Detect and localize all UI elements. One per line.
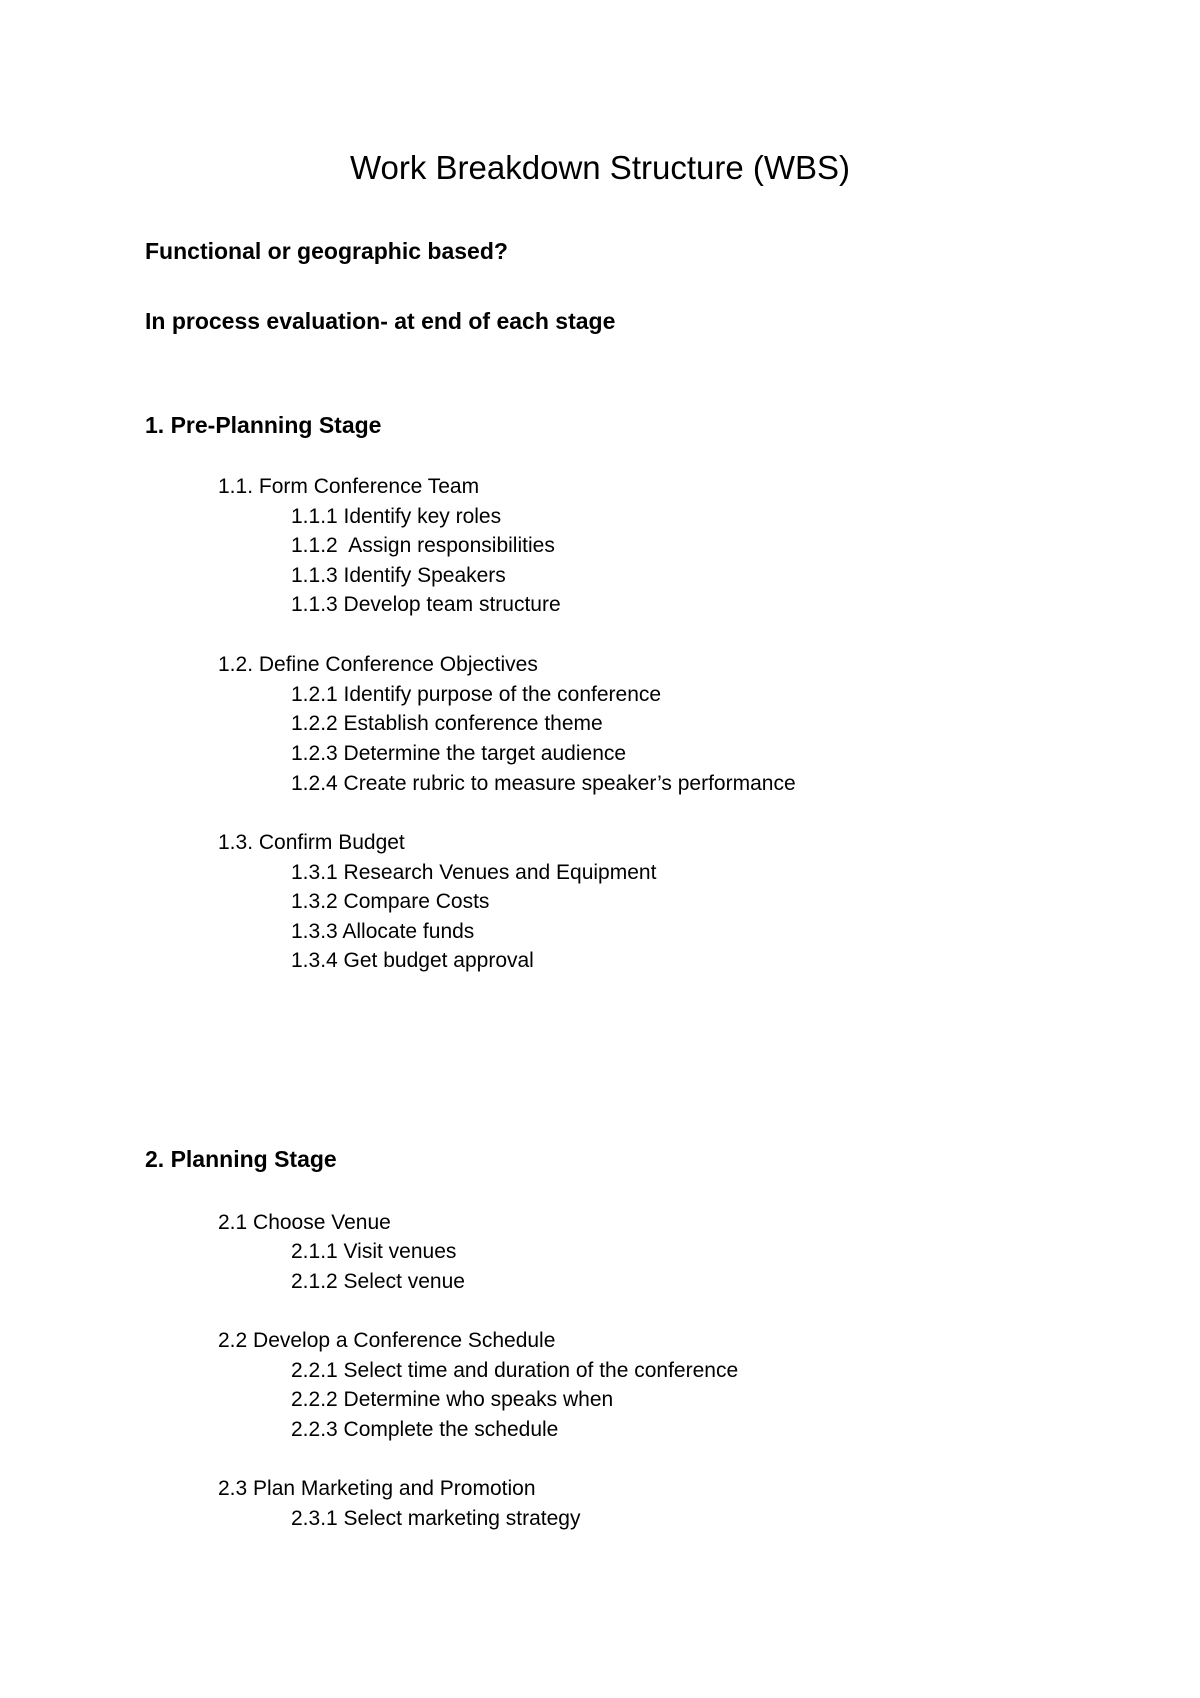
- note-process-evaluation: In process evaluation- at end of each stage: [145, 308, 616, 334]
- subtask-item: 1.3.3 Allocate funds: [291, 920, 475, 943]
- subtask-item: 1.3.1 Research Venues and Equipment: [291, 861, 657, 884]
- subtask-item: 1.3.4 Get budget approval: [291, 949, 534, 972]
- subtask-item: 1.1.3 Develop team structure: [291, 593, 561, 616]
- page-title: Work Breakdown Structure (WBS): [349, 149, 851, 186]
- stage-heading-planning: 2. Planning Stage: [145, 1146, 337, 1172]
- task-develop-conference-schedule: 2.2 Develop a Conference Schedule: [218, 1329, 556, 1352]
- subtask-item: 1.2.2 Establish conference theme: [291, 712, 603, 735]
- subtask-item: 1.1.1 Identify key roles: [291, 505, 502, 528]
- task-form-conference-team: 1.1. Form Conference Team: [218, 475, 480, 498]
- task-plan-marketing-promotion: 2.3 Plan Marketing and Promotion: [218, 1477, 536, 1500]
- task-confirm-budget: 1.3. Confirm Budget: [218, 831, 405, 854]
- subtask-item: 1.2.1 Identify purpose of the conference: [291, 683, 662, 706]
- subtask-item: 2.1.2 Select venue: [291, 1270, 465, 1293]
- stage-heading-pre-planning: 1. Pre-Planning Stage: [145, 412, 382, 438]
- subtask-item: 1.1.2 Assign responsibilities: [291, 534, 555, 557]
- subtask-item: 1.2.3 Determine the target audience: [291, 742, 627, 765]
- subtask-item: 1.3.2 Compare Costs: [291, 890, 490, 913]
- subtask-item: 1.2.4 Create rubric to measure speaker’s performance: [291, 772, 796, 795]
- task-define-conference-objectives: 1.2. Define Conference Objectives: [218, 653, 538, 676]
- subtask-item: 2.2.2 Determine who speaks when: [291, 1388, 614, 1411]
- subtask-item: 2.2.1 Select time and duration of the conference: [291, 1359, 739, 1382]
- subtask-item: 1.1.3 Identify Speakers: [291, 564, 506, 587]
- subtask-item: 2.1.1 Visit venues: [291, 1240, 457, 1263]
- note-functional-basis: Functional or geographic based?: [145, 238, 508, 264]
- subtask-item: 2.3.1 Select marketing strategy: [291, 1507, 581, 1530]
- subtask-item: 2.2.3 Complete the schedule: [291, 1418, 559, 1441]
- task-choose-venue: 2.1 Choose Venue: [218, 1211, 391, 1234]
